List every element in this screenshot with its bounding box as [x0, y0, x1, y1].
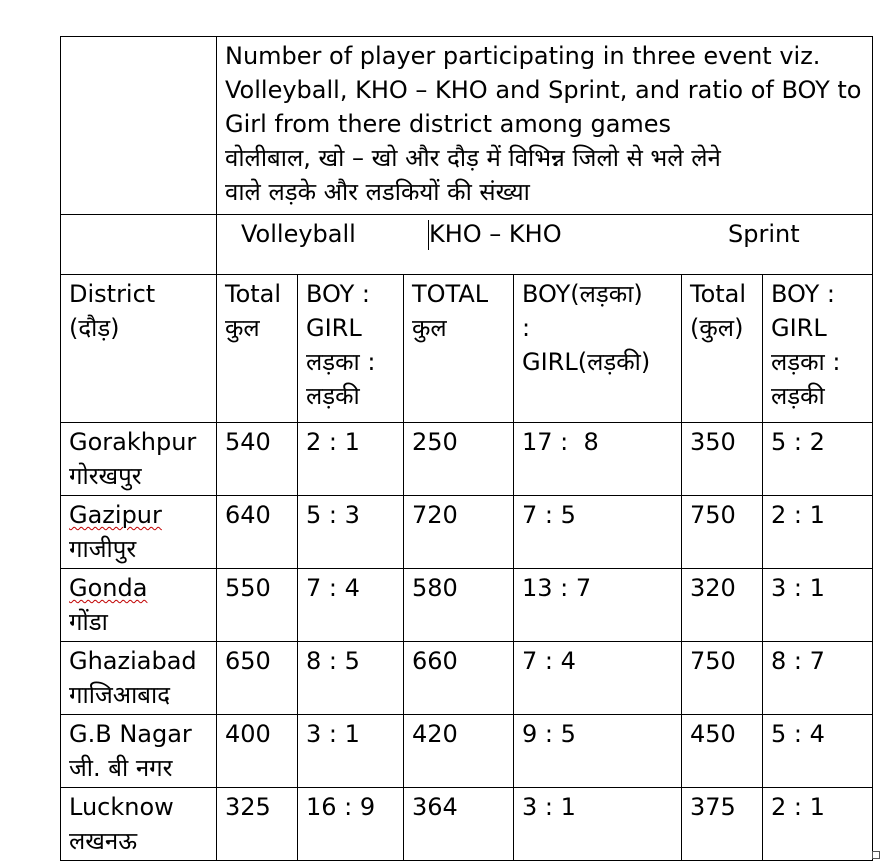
kk-total-cell[interactable]: 720: [404, 496, 514, 569]
sp-total-cell[interactable]: 750: [682, 642, 763, 715]
table-title-cell[interactable]: [217, 37, 873, 215]
header-volleyball-ratio[interactable]: BOY : GIRL लड़का : लड़की: [298, 275, 404, 423]
table-resize-handle[interactable]: [872, 851, 880, 859]
header-sprint-ratio[interactable]: BOY : GIRL लड़का : लड़की: [763, 275, 873, 423]
table-row: [61, 496, 873, 569]
district-cell[interactable]: Gorakhpur गोरखपुर: [61, 423, 217, 496]
events-cell[interactable]: [217, 215, 873, 275]
kk-total-cell[interactable]: 580: [404, 569, 514, 642]
kk-ratio-cell[interactable]: 9 : 5: [514, 715, 682, 788]
kk-ratio-cell[interactable]: 3 : 1: [514, 788, 682, 861]
sp-ratio-cell[interactable]: 5 : 2: [763, 423, 873, 496]
district-cell[interactable]: Gazipur गाजीपुर: [61, 496, 217, 569]
table-row: [61, 788, 873, 861]
title-row: [61, 37, 873, 215]
sp-total-cell[interactable]: 450: [682, 715, 763, 788]
header-kho-ratio[interactable]: BOY(लड़का) : GIRL(लड़की): [514, 275, 682, 423]
kk-total-cell[interactable]: 364: [404, 788, 514, 861]
kk-ratio-cell[interactable]: 17 : 8: [514, 423, 682, 496]
empty-event-cell: [61, 215, 217, 275]
table-row: [61, 423, 873, 496]
kk-ratio-cell[interactable]: 7 : 5: [514, 496, 682, 569]
district-cell[interactable]: Lucknow लखनऊ: [61, 788, 217, 861]
sp-ratio-cell[interactable]: 8 : 7: [763, 642, 873, 715]
sp-ratio-cell[interactable]: 2 : 1: [763, 788, 873, 861]
sp-ratio-cell[interactable]: 2 : 1: [763, 496, 873, 569]
kk-ratio-cell[interactable]: 13 : 7: [514, 569, 682, 642]
district-cell[interactable]: Gonda गोंडा: [61, 569, 217, 642]
header-district[interactable]: District (दौड़): [61, 275, 217, 423]
sp-total-cell[interactable]: 350: [682, 423, 763, 496]
header-sprint-total[interactable]: Total (कुल): [682, 275, 763, 423]
kk-ratio-cell[interactable]: 7 : 4: [514, 642, 682, 715]
title-english: Number of player participating in three event viz. Volleyball, KHO – KHO and Sprint, and ratio of BOY to Girl from there district among games: [225, 42, 862, 138]
district-cell[interactable]: Ghaziabad गाजिआबाद: [61, 642, 217, 715]
title-hindi-line1: वोलीबाल, खो – खो और दौड़ में विभिन्न जिलो से भले लेने: [225, 144, 721, 172]
event-sprint: Sprint: [728, 220, 800, 248]
vb-total-cell[interactable]: 325: [217, 788, 298, 861]
vb-total-cell[interactable]: 540: [217, 423, 298, 496]
kk-total-cell[interactable]: 420: [404, 715, 514, 788]
district-sports-table: [60, 36, 873, 861]
empty-corner-cell: [61, 37, 217, 215]
header-kho-total[interactable]: TOTAL कुल: [404, 275, 514, 423]
kk-total-cell[interactable]: 660: [404, 642, 514, 715]
vb-ratio-cell[interactable]: 7 : 4: [298, 569, 404, 642]
vb-total-cell[interactable]: 400: [217, 715, 298, 788]
vb-ratio-cell[interactable]: 16 : 9: [298, 788, 404, 861]
vb-ratio-cell[interactable]: 5 : 3: [298, 496, 404, 569]
vb-total-cell[interactable]: 550: [217, 569, 298, 642]
sp-ratio-cell[interactable]: 5 : 4: [763, 715, 873, 788]
event-row: [61, 215, 873, 275]
table-row: [61, 642, 873, 715]
vb-ratio-cell[interactable]: 3 : 1: [298, 715, 404, 788]
sp-total-cell[interactable]: 750: [682, 496, 763, 569]
sp-total-cell[interactable]: 320: [682, 569, 763, 642]
table-row: [61, 715, 873, 788]
title-hindi-line2: वाले लड़के और लडकियों की संख्या: [225, 178, 530, 206]
vb-total-cell[interactable]: 650: [217, 642, 298, 715]
table-row: [61, 569, 873, 642]
header-row: [61, 275, 873, 423]
event-volleyball: Volleyball: [241, 220, 356, 248]
vb-ratio-cell[interactable]: 2 : 1: [298, 423, 404, 496]
vb-ratio-cell[interactable]: 8 : 5: [298, 642, 404, 715]
kk-total-cell[interactable]: 250: [404, 423, 514, 496]
sp-ratio-cell[interactable]: 3 : 1: [763, 569, 873, 642]
district-cell[interactable]: G.B Nagar जी. बी नगर: [61, 715, 217, 788]
header-volleyball-total[interactable]: Total कुल: [217, 275, 298, 423]
vb-total-cell[interactable]: 640: [217, 496, 298, 569]
sp-total-cell[interactable]: 375: [682, 788, 763, 861]
event-kho-kho: KHO – KHO: [429, 220, 562, 248]
